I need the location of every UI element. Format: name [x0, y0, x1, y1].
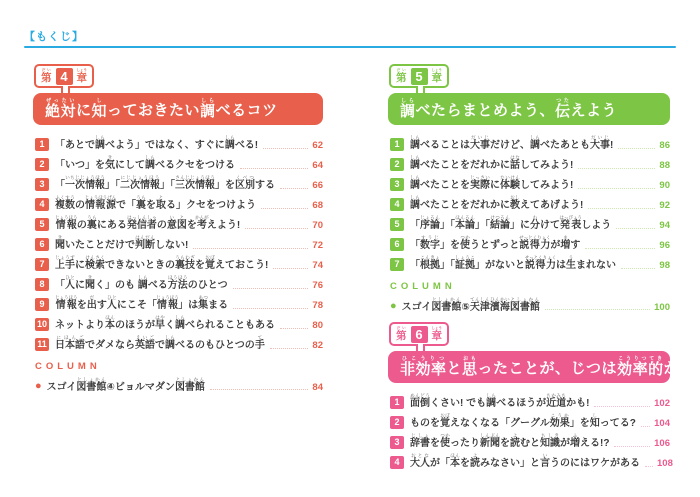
toc-item-page: 104 — [654, 418, 670, 429]
toc-item-page: 72 — [312, 240, 323, 251]
column-heading: COLUMN — [35, 360, 101, 372]
toc-item — [35, 135, 323, 152]
toc-item-number: 9 — [35, 298, 49, 311]
toc-item-page: 106 — [654, 438, 670, 449]
toc-item-title: 聞きいたことだけで判断はんだんしない! — [55, 235, 189, 251]
toc-item-number: 4 — [390, 198, 404, 211]
toc-item-title: 「あとで調しらべよう」ではなく、すぐに調しらべる! — [55, 135, 259, 151]
toc-item-title: 調しらべることは大事だいじだけど、調しらべたあとも大事だいじ! — [410, 135, 614, 151]
toc-item-number: 4 — [390, 456, 404, 469]
toc-item — [390, 135, 670, 152]
column-heading: COLUMN — [390, 280, 456, 292]
dotted-leader — [270, 348, 309, 349]
toc-item-page: 80 — [312, 320, 323, 331]
toc-item-number: 7 — [390, 258, 404, 271]
toc-item-title: 辞書じしょを使つかったり新聞しんぶんを読よむと知識ちしきが増ふえる!? — [410, 433, 610, 449]
toc-item-title: 「序論じょろん」「本論ほんろん」「結論けつろん」に分わけて発表はっぴょうしよう — [410, 215, 612, 231]
toc-item — [390, 453, 673, 470]
toc-item-title: 「人ひとに聞きく」のも 調しらべる方法ほうほうのひとつ — [55, 275, 228, 291]
chapter-badge-prefix: 第だい — [396, 326, 407, 343]
toc-item-number: 1 — [390, 396, 404, 409]
toc-item — [35, 295, 323, 312]
dotted-leader — [614, 446, 650, 447]
toc-item-page: 62 — [312, 140, 323, 151]
column-page-number: 100 — [654, 301, 670, 313]
toc-item-number: 5 — [35, 218, 49, 231]
toc-item-page: 66 — [312, 180, 323, 191]
dotted-leader — [280, 188, 308, 189]
toc-item — [35, 315, 323, 332]
toc-item-title: 調しらべたことを実際じっさいに体験たいけんしてみよう! — [410, 175, 574, 191]
toc-item — [390, 195, 670, 212]
toc-item-page: 94 — [659, 220, 670, 231]
toc-item-number: 2 — [390, 158, 404, 171]
toc-item-page: 90 — [659, 180, 670, 191]
toc-item-title: 上手じょうずに検索けんさくできないときの裏技うらわざを覚おぼえておこう! — [55, 255, 269, 271]
toc-item-number: 3 — [390, 178, 404, 191]
dotted-leader — [233, 308, 308, 309]
chapter-title: 絶対ぜったい に 知し っておきたい 調しら べるコツ — [33, 93, 323, 125]
toc-item-title: 情報じょうほうを出だす人ひとにこそ「情報じょうほう」は集あつまる — [55, 295, 229, 311]
toc-item-title: 複数ふくすうの情報源じょうほうげんで「裏うらを取とる」クセをつけよう — [55, 195, 256, 211]
toc-item-title: ネットより本ほんのほうが早はやく調しらべられることもある — [55, 315, 275, 331]
chapter-badge — [34, 64, 94, 88]
toc-item-number: 10 — [36, 318, 47, 329]
toc-item-page: 78 — [312, 300, 323, 311]
toc-item — [35, 235, 323, 252]
toc-item-title: 面倒めんどうくさい! でも調しらべるほうが近道ちかみちかも! — [410, 393, 590, 409]
column-page-number: 84 — [312, 381, 323, 393]
toc-item — [390, 175, 670, 192]
dotted-leader — [245, 228, 308, 229]
toc-item-title: 「数字すうじ」を使つかうとずっと説得力せっとくりょくが増ます — [410, 235, 581, 251]
toc-item — [35, 275, 323, 292]
column-row — [388, 297, 670, 314]
dotted-leader — [233, 288, 309, 289]
toc-item-page: 70 — [312, 220, 323, 231]
toc-item-number: 2 — [35, 158, 49, 171]
dotted-leader — [210, 389, 308, 390]
column-bullet-icon: ● — [390, 300, 397, 312]
toc-item-page: 82 — [312, 340, 323, 351]
toc-item-page: 102 — [654, 398, 670, 409]
toc-item-title: 「いつ」を気きにして調しらべるクセをつける — [55, 155, 235, 171]
toc-item-number: 5 — [390, 218, 404, 231]
chapter-badge-prefix: 第だい — [41, 68, 52, 85]
toc-item — [35, 195, 323, 212]
toc-right-column — [388, 64, 700, 473]
toc-item-number: 6 — [35, 238, 49, 251]
toc-item-page: 96 — [659, 240, 670, 251]
toc-left-column — [33, 64, 323, 393]
toc-item-page: 74 — [312, 260, 323, 271]
dotted-leader — [273, 268, 308, 269]
column-title: スゴイ図書館としょかん⑤天津濱海てんしんひんかい図書館としょかん — [401, 296, 540, 313]
toc-item-title: 大人おとなが「本ほんを読よみなさい」と言いうのにはワケがある — [410, 453, 640, 469]
toc-item-number: 7 — [35, 258, 49, 271]
chapter-title: 調しら べたらまとめよう、 伝つた えよう — [388, 93, 670, 125]
dotted-leader — [545, 309, 650, 310]
toc-item-title: 日本語にほんごでダメなら英語えいごで調しらべるのもひとつの手て — [55, 335, 265, 351]
dotted-leader — [641, 426, 650, 427]
chapter-item-list — [388, 393, 673, 470]
toc-item — [390, 255, 670, 272]
toc-item-number: 3 — [390, 436, 404, 449]
chapter-section — [388, 322, 700, 470]
chapter-section — [33, 64, 323, 393]
toc-item-title: 情報じょうほうの裏うらにある発信者はっしんしゃの意図いとを考かんがえよう! — [55, 215, 241, 231]
dotted-leader — [588, 208, 655, 209]
toc-item-number: 4 — [35, 198, 49, 211]
dotted-leader — [645, 466, 653, 467]
toc-item-title: 「一次情報いちじじょうほう」「二次情報にじじょうほう」「三次情報さんじじょうほう」を区別くべつする — [55, 175, 275, 191]
header-rule — [24, 46, 676, 48]
toc-item-page: 88 — [659, 160, 670, 171]
toc-item-number: 8 — [35, 278, 49, 291]
dotted-leader — [578, 168, 655, 169]
toc-item-number: 6 — [390, 238, 404, 251]
dotted-leader — [594, 406, 650, 407]
toc-item-page: 64 — [312, 160, 323, 171]
dotted-leader — [621, 268, 655, 269]
chapter-section — [388, 64, 670, 313]
toc-item-page: 108 — [657, 458, 673, 469]
toc-item-title: 調しらべたことをだれかに教おしえてあげよう! — [410, 195, 584, 211]
dotted-leader — [240, 168, 308, 169]
toc-item — [35, 335, 323, 352]
chapter-badge-suffix: 章しょう — [431, 68, 442, 85]
chapter-badge-tail-icon — [416, 86, 425, 93]
toc-item-page: 86 — [659, 140, 670, 151]
toc-item-page: 92 — [659, 200, 670, 211]
toc-item — [390, 235, 670, 252]
chapter-item-list — [388, 135, 670, 272]
chapter-item-list — [33, 135, 323, 352]
dotted-leader — [261, 208, 308, 209]
toc-item-page: 76 — [312, 280, 323, 291]
toc-item — [35, 215, 323, 232]
dotted-leader — [193, 248, 308, 249]
chapter-number: 4 — [56, 68, 73, 85]
dotted-leader — [585, 248, 655, 249]
toc-item-title: 調しらべたことをだれかに話はなしてみよう! — [410, 155, 574, 171]
toc-item-title: ものを覚おぼえなくなる「グーグル効果こうか」を知しってる? — [410, 413, 636, 429]
chapter-badge — [389, 64, 449, 88]
chapter-badge-tail-icon — [61, 86, 70, 93]
column-title: スゴイ図書館としょかん④ビョルマダン図書館としょかん — [46, 376, 205, 393]
toc-item — [390, 155, 670, 172]
chapter-badge-prefix: 第だい — [396, 68, 407, 85]
toc-item-number: 11 — [35, 338, 49, 351]
toc-item-number: 2 — [390, 416, 404, 429]
toc-item-page: 68 — [312, 200, 323, 211]
toc-item-number: 1 — [390, 138, 404, 151]
toc-item-page: 98 — [659, 260, 670, 271]
dotted-leader — [263, 148, 308, 149]
column-bullet-icon: ● — [35, 380, 42, 392]
dotted-leader — [618, 148, 655, 149]
chapter-badge-suffix: 章しょう — [431, 326, 442, 343]
dotted-leader — [578, 188, 655, 189]
toc-item-number: 3 — [35, 178, 49, 191]
toc-item-number: 1 — [35, 138, 49, 151]
chapter-number: 6 — [411, 326, 428, 343]
toc-item — [35, 255, 323, 272]
toc-item — [390, 433, 670, 450]
toc-item — [390, 215, 670, 232]
column-row — [33, 377, 323, 394]
chapter-badge — [389, 322, 449, 346]
toc-item — [35, 175, 323, 192]
dotted-leader — [616, 228, 655, 229]
chapter-title: 非効率ひこうりつ と 思おも ったことが、じつは 効率的こうりつてき かも! — [388, 351, 670, 383]
dotted-leader — [280, 328, 308, 329]
toc-item-title: 「根拠こんきょ」「証拠しょうこ」がないと説得力せっとくりょくは生うまれない — [410, 255, 616, 271]
toc-item — [390, 393, 670, 410]
chapter-badge-tail-icon — [416, 344, 425, 351]
toc-item — [35, 155, 323, 172]
toc-item — [390, 413, 670, 430]
chapter-badge-suffix: 章しょう — [76, 68, 87, 85]
page-title: 【もくじ】 — [24, 31, 84, 43]
chapter-number: 5 — [411, 68, 428, 85]
